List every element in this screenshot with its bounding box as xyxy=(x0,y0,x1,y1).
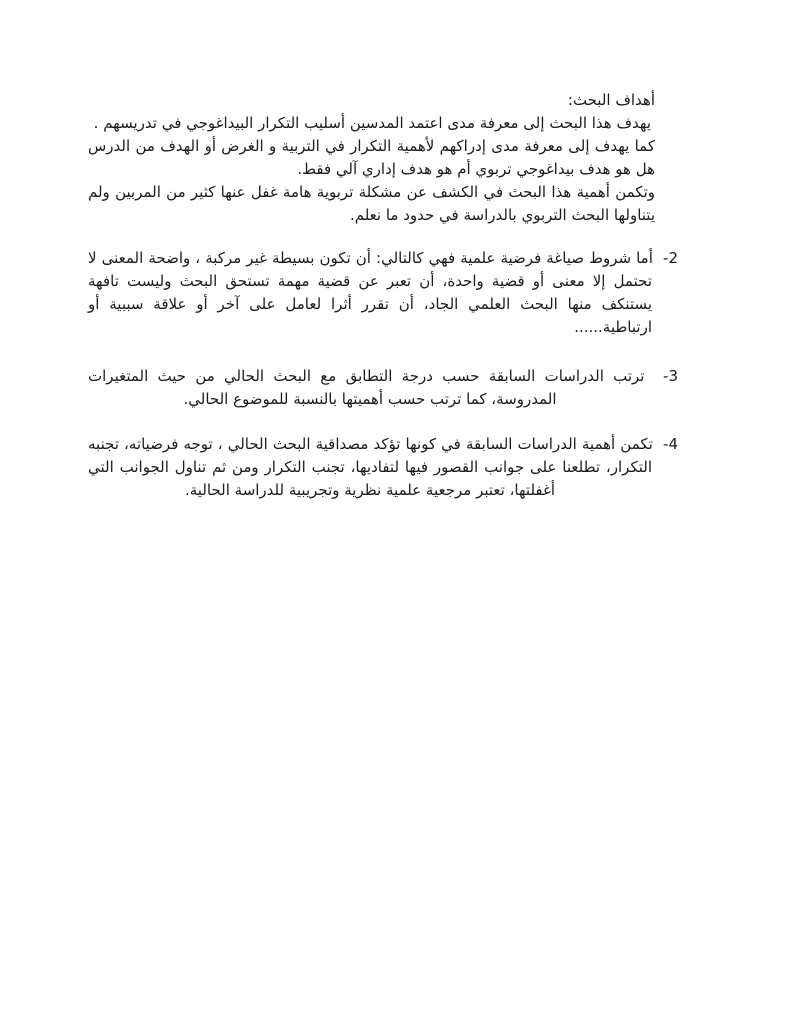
numbered-item-2 xyxy=(88,247,678,339)
item-text: تكمن أهمية الدراسات السابقة في كونها تؤكد مصداقية البحث الحالي ، توجه فرضياته، تجنبه التكرار، تطلعنا على جوانب القصور فيها لتفاديها، تجنب التكرار ومن ثم تناول الجوانب التي أغفلتها، تعتبر مرجعية علمية نظرية وتجريبية للدراسة الحالية. xyxy=(88,435,653,499)
research-objectives-heading: أهداف البحث: xyxy=(567,91,655,109)
item-number: 4- xyxy=(657,435,678,453)
item-number: 2- xyxy=(657,249,678,267)
item-text: أما شروط صياغة فرضية علمية فهي كالتالي: أن تكون بسيطة غير مركبة ، واضحة المعنى لا تحتمل إلا معنى أو قضية واحدة، أن تعبر عن قضية مهمة تستحق البحث وليست تافهة يستنكف منها البحث العلمي الجاد، أن تقرر أثرا لعامل على آخر أو علاقة سببية أو ارتباطية...... xyxy=(88,249,653,336)
paragraph-objective-1: يهدف هذا البحث إلى معرفة مدى اعتمد المدسين أسليب التكرار البيداغوجي في تدريسهم . xyxy=(93,114,651,132)
numbered-item-3 xyxy=(88,365,678,411)
item-number: 3- xyxy=(653,367,678,385)
document-content xyxy=(0,0,791,502)
paragraph-importance: وتكمن أهمية هذا البحث في الكشف عن مشكلة تربوية هامة غفل عنها كثير من المربين ولم يتناولها البحث التربوي بالدراسة في حدود ما نعلم. xyxy=(88,183,655,224)
numbered-item-4 xyxy=(88,433,678,502)
item-text: ترتب الدراسات السابقة حسب درجة التطابق مع البحث الحالي من حيث المتغيرات المدروسة، كما ترتب حسب أهميتها بالنسبة للموضوع الحالي. xyxy=(88,367,645,408)
paragraph-objective-2: كما يهدف إلى معرفة مدى إدراكهم لأهمية التكرار في التربية و الغرض أو الهدف من الدرس هل هو هدف بيداغوجي تربوي أم هو هدف إداري آلي فقط. xyxy=(88,137,655,178)
